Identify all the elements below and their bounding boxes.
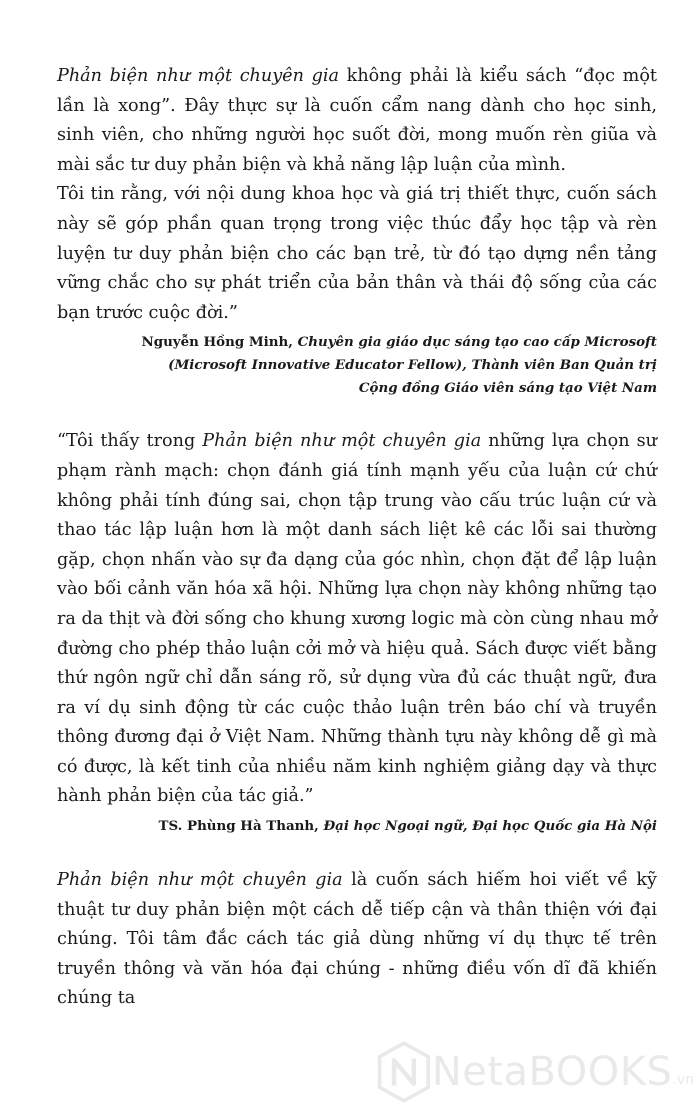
signature-title-line3: Cộng đồng Giáo viên sáng tạo Việt Nam: [358, 380, 657, 397]
book-title: Phản biện như một chuyên gia: [202, 431, 482, 452]
quote1-text: không phải là kiểu sách “đọc một lần là xong”. Đây thực sự là cuốn cẩm nang dành cho học sinh, sinh viên, cho những người học suốt đời, mong muốn rèn giũa và mài sắc tư duy phản biện và khả năng lập luận của mình.: [57, 66, 657, 175]
quote1-paragraph1: [57, 62, 657, 180]
netabooks-logo-icon: [376, 1037, 432, 1107]
quote3-text: là cuốn sách hiếm hoi viết về kỹ thuật tư duy phản biện một cách dễ tiếp cận và thân thiện với đại chúng. Tôi tâm đắc cách tác giả dùng những ví dụ thực tế trên truyền thông và văn hóa đại chúng - những điều vốn dĩ đã khiến chúng ta: [57, 870, 657, 1009]
watermark: [376, 1032, 694, 1112]
quote2-signature: [57, 815, 657, 838]
quote3-paragraph: [57, 866, 657, 1014]
signature-name: Nguyễn Hồng Minh,: [141, 334, 298, 351]
signature-name: TS. Phùng Hà Thanh,: [158, 818, 324, 835]
quote1-signature: [57, 331, 657, 400]
quote2-text: những lựa chọn sư phạm rành mạch: chọn đánh giá tính mạnh yếu của luận cứ chứ không phải tính đúng sai, chọn tập trung vào cấu trúc luận cứ và thao tác lập luận hơn là một danh sách liệt kê các lỗi sai thường gặp, chọn nhấn vào sự đa dạng của góc nhìn, chọn đặt để lập luận vào bối cảnh văn hóa xã hội. Những lựa chọn này không những tạo ra da thịt và đời sống cho khung xương logic mà còn cùng nhau mở đường cho phép thảo luận cởi mở và hiệu quả. Sách được viết bằng thứ ngôn ngữ chỉ dẫn sáng rõ, sử dụng vừa đủ các thuật ngữ, đưa ra ví dụ sinh động từ các cuộc thảo luận trên báo chí và truyền thông đương đại ở Việt Nam. Những thành tựu này không dễ gì mà có được, là kết tinh của nhiều năm kinh nghiệm giảng dạy và thực hành phản biện của tác giả.”: [57, 431, 657, 807]
watermark-text: NetaBOOKS: [431, 1049, 673, 1095]
watermark-suffix: .vn: [672, 1072, 694, 1088]
book-title: Phản biện như một chuyên gia: [57, 66, 339, 86]
signature-title-line2: (Microsoft Innovative Educator Fellow), Thành viên Ban Quản trị: [168, 357, 657, 374]
book-title: Phản biện như một chuyên gia: [57, 870, 343, 891]
quote1-paragraph2: Tôi tin rằng, với nội dung khoa học và giá trị thiết thực, cuốn sách này sẽ góp phần quan trọng trong việc thúc đẩy học tập và rèn luyện tư duy phản biện cho các bạn trẻ, từ đó tạo dựng nền tảng vững chắc cho sự phát triển của bản thân và thái độ sống của các bạn trước cuộc đời.”: [57, 184, 657, 323]
quote2-lead: “Tôi thấy trong: [57, 431, 203, 452]
quote2-paragraph: [57, 427, 657, 812]
signature-title: Chuyên gia giáo dục sáng tạo cao cấp Microsoft: [297, 334, 657, 351]
book-page: [57, 62, 657, 1014]
signature-affiliation: Đại học Ngoại ngữ, Đại học Quốc gia Hà Nội: [323, 818, 657, 835]
